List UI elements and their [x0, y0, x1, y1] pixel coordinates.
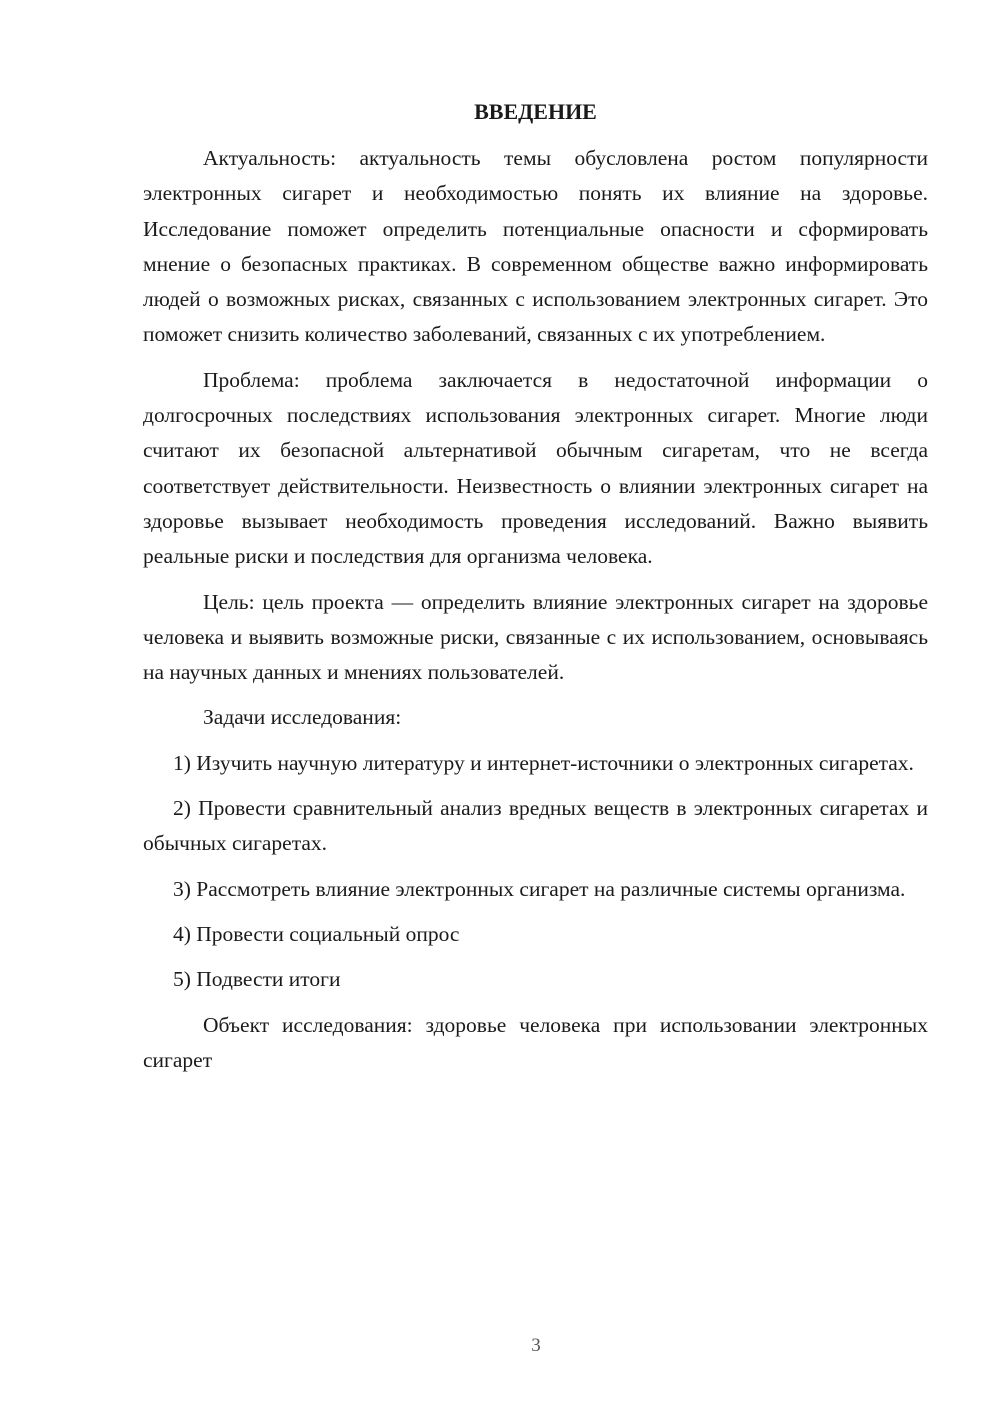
page-number: 3: [531, 1335, 541, 1356]
task-item-3: 3) Рассмотреть влияние электронных сигарет на различные системы организма.: [173, 876, 906, 901]
paragraph-problem: Проблема: проблема заключается в недостаточной информации о долгосрочных последствиях использования электронных сигарет. Многие люди считают их безопасной альтернативой обычным сигаретам, что не всегда соответствует действительности. Неизвестность о влиянии электронных сигарет на здоровье вызывает необходимость проведения исследований. Важно выявить реальные риски и последствия для организма человека.: [143, 367, 928, 569]
task-item-5: 5) Подвести итоги: [173, 967, 341, 992]
section-title: ВВЕДЕНИЕ: [474, 99, 597, 124]
document-body: [143, 141, 928, 1078]
task-item-4: 4) Провести социальный опрос: [173, 921, 460, 946]
task-item-1: 1) Изучить научную литературу и интернет-источники о электронных сигаретах.: [173, 750, 914, 775]
paragraph-goal: Цель: цель проекта — определить влияние электронных сигарет на здоровье человека и выявить возможные риски, связанные с их использованием, основываясь на научных данных и мнениях пользователей.: [143, 589, 928, 685]
paragraph-relevance: Актуальность: актуальность темы обусловлена ростом популярности электронных сигарет и необходимостью понять их влияние на здоровье. Исследование поможет определить потенциальные опасности и сформировать мнение о безопасных практиках. В современном обществе важно информировать людей о возможных рисках, связанных с использованием электронных сигарет. Это поможет снизить количество заболеваний, связанных с их употреблением.: [143, 146, 928, 347]
paragraph-object: Объект исследования: здоровье человека при использовании электронных сигарет: [143, 1012, 928, 1072]
paragraph-tasks-heading: Задачи исследования:: [203, 705, 402, 730]
task-item-2: 2) Провести сравнительный анализ вредных веществ в электронных сигаретах и обычных сигаретах.: [143, 796, 928, 856]
